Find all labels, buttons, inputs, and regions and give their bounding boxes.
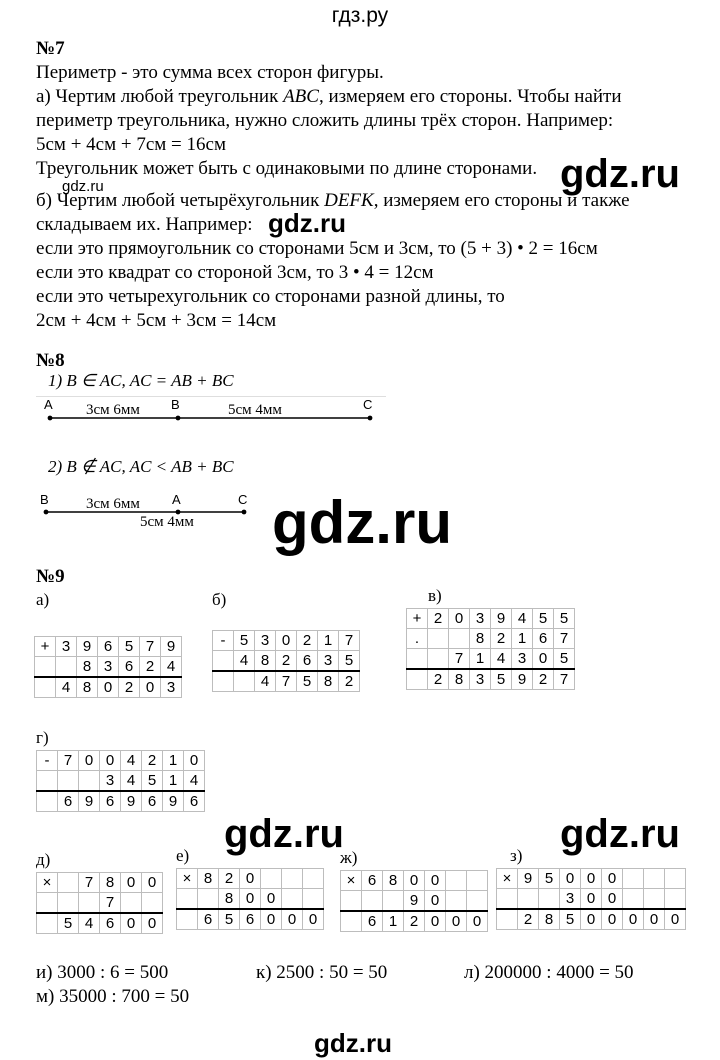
operator-cell: + bbox=[407, 609, 428, 629]
operator-cell bbox=[407, 669, 428, 690]
column-calc-d bbox=[36, 872, 163, 934]
digit-cell: 8 bbox=[318, 671, 339, 692]
digit-cell: 4 bbox=[184, 771, 205, 792]
digit-cell: 0 bbox=[303, 909, 324, 930]
operator-cell bbox=[37, 791, 58, 812]
case-2-formula: 2) B ∉ AC, AC < AB + BC bbox=[48, 457, 234, 476]
digit-cell: 6 bbox=[98, 637, 119, 657]
digit-cell: 0 bbox=[533, 649, 554, 670]
point-label: C bbox=[238, 492, 248, 507]
digit-cell: 0 bbox=[623, 909, 644, 930]
task-8-title: №8 bbox=[36, 350, 65, 371]
digit-cell: 2 bbox=[297, 631, 318, 651]
calc-row bbox=[407, 649, 575, 670]
digit-cell: 4 bbox=[121, 751, 142, 771]
text-line: 2см + 4см + 5см + 3см = 14см bbox=[36, 310, 277, 331]
digit-cell: 2 bbox=[491, 629, 512, 649]
digit-cell bbox=[446, 891, 467, 912]
digit-cell: 8 bbox=[470, 629, 491, 649]
digit-cell: 2 bbox=[119, 677, 140, 698]
digit-cell: 3 bbox=[470, 609, 491, 629]
text-line: Треугольник может быть с одинаковыми по длине сторонами. bbox=[36, 158, 538, 179]
point-label: B bbox=[171, 397, 180, 412]
digit-cell: 3 bbox=[100, 771, 121, 792]
point-c bbox=[242, 510, 247, 515]
division-line: и) 3000 : 6 = 500 bbox=[36, 962, 169, 983]
digit-cell: 8 bbox=[449, 669, 470, 690]
digit-cell: 5 bbox=[58, 913, 79, 934]
digit-cell: 0 bbox=[100, 751, 121, 771]
operator-cell bbox=[407, 649, 428, 670]
text-line: периметр треугольника, нужно сложить длины трёх сторон. Например: bbox=[36, 110, 614, 131]
digit-cell bbox=[644, 889, 665, 910]
digit-cell bbox=[623, 889, 644, 910]
digit-cell: 2 bbox=[428, 609, 449, 629]
digit-cell: 7 bbox=[554, 669, 575, 690]
digit-cell: 0 bbox=[425, 911, 446, 932]
calc-row bbox=[35, 637, 182, 657]
digit-cell bbox=[467, 871, 488, 891]
digit-cell: 9 bbox=[163, 791, 184, 812]
digit-cell bbox=[58, 873, 79, 893]
operator-cell bbox=[213, 651, 234, 672]
digit-cell: 1 bbox=[163, 751, 184, 771]
operator-cell bbox=[177, 909, 198, 930]
digit-cell: 8 bbox=[383, 871, 404, 891]
digit-cell: 8 bbox=[539, 909, 560, 930]
digit-cell bbox=[383, 891, 404, 912]
digit-cell bbox=[58, 771, 79, 792]
digit-cell: 0 bbox=[79, 751, 100, 771]
calc-row bbox=[37, 873, 163, 893]
text-line: если это четырехугольник со сторонами разной длины, то bbox=[36, 286, 505, 307]
digit-cell: 5 bbox=[560, 909, 581, 930]
digit-cell: 6 bbox=[100, 913, 121, 934]
calc-row bbox=[37, 771, 205, 792]
digit-cell bbox=[121, 893, 142, 914]
digit-cell: 3 bbox=[560, 889, 581, 910]
digit-cell: 0 bbox=[581, 889, 602, 910]
calc-row bbox=[35, 657, 182, 678]
operator-cell: × bbox=[497, 869, 518, 889]
digit-cell: 0 bbox=[404, 871, 425, 891]
digit-cell: 0 bbox=[425, 891, 446, 912]
digit-cell: 0 bbox=[602, 909, 623, 930]
digit-cell bbox=[303, 889, 324, 910]
digit-cell: 5 bbox=[142, 771, 163, 792]
digit-cell bbox=[261, 869, 282, 889]
digit-cell: 4 bbox=[79, 913, 100, 934]
digit-cell: 6 bbox=[184, 791, 205, 812]
digit-cell: 9 bbox=[491, 609, 512, 629]
calc-row bbox=[407, 629, 575, 649]
digit-cell: 0 bbox=[644, 909, 665, 930]
digit-cell: 7 bbox=[140, 637, 161, 657]
quadrilateral-name: DEFK bbox=[324, 190, 374, 211]
digit-cell: 2 bbox=[533, 669, 554, 690]
digit-cell: 8 bbox=[77, 677, 98, 698]
digit-cell: 1 bbox=[383, 911, 404, 932]
digit-cell: 2 bbox=[339, 671, 360, 692]
digit-cell bbox=[449, 629, 470, 649]
digit-cell: 5 bbox=[339, 651, 360, 672]
digit-cell bbox=[282, 869, 303, 889]
digit-cell: 0 bbox=[240, 889, 261, 910]
digit-cell: 4 bbox=[56, 677, 77, 698]
digit-cell: 0 bbox=[446, 911, 467, 932]
digit-cell: 3 bbox=[255, 631, 276, 651]
calc-row bbox=[213, 651, 360, 672]
digit-cell: 5 bbox=[234, 631, 255, 651]
digit-cell bbox=[58, 893, 79, 914]
digit-cell: 0 bbox=[425, 871, 446, 891]
digit-cell: 2 bbox=[219, 869, 240, 889]
digit-cell bbox=[303, 869, 324, 889]
point-c bbox=[368, 416, 373, 421]
digit-cell: 9 bbox=[161, 637, 182, 657]
digit-cell: 0 bbox=[282, 909, 303, 930]
column-calc-v bbox=[406, 608, 575, 690]
calc-row bbox=[213, 671, 360, 692]
digit-cell: 3 bbox=[98, 657, 119, 678]
digit-cell bbox=[142, 893, 163, 914]
point-label: A bbox=[44, 397, 53, 412]
digit-cell: 6 bbox=[362, 871, 383, 891]
digit-cell: 0 bbox=[121, 913, 142, 934]
digit-cell: 0 bbox=[560, 869, 581, 889]
digit-cell: 3 bbox=[470, 669, 491, 690]
digit-cell: 0 bbox=[449, 609, 470, 629]
digit-cell: 9 bbox=[79, 791, 100, 812]
operator-cell bbox=[177, 889, 198, 910]
digit-cell: 6 bbox=[198, 909, 219, 930]
length-label: 5см 4мм bbox=[140, 514, 194, 530]
calc-row bbox=[37, 751, 205, 771]
digit-cell: 1 bbox=[470, 649, 491, 670]
text-line: Периметр - это сумма всех сторон фигуры. bbox=[36, 62, 384, 83]
digit-cell: 5 bbox=[533, 609, 554, 629]
digit-cell: 0 bbox=[121, 873, 142, 893]
digit-cell: 7 bbox=[554, 629, 575, 649]
digit-cell: 1 bbox=[512, 629, 533, 649]
calc-row bbox=[341, 891, 488, 912]
digit-cell: 9 bbox=[77, 637, 98, 657]
digit-cell: 4 bbox=[234, 651, 255, 672]
digit-cell: 7 bbox=[100, 893, 121, 914]
digit-cell: 6 bbox=[297, 651, 318, 672]
text-line: 5см + 4см + 7см = 16см bbox=[36, 134, 226, 155]
digit-cell: 0 bbox=[602, 889, 623, 910]
digit-cell: 2 bbox=[276, 651, 297, 672]
digit-cell: 5 bbox=[554, 649, 575, 670]
digit-cell: 4 bbox=[255, 671, 276, 692]
operator-cell: × bbox=[341, 871, 362, 891]
division-line: к) 2500 : 50 = 50 bbox=[256, 962, 388, 983]
text-line: складываем их. Например: bbox=[36, 214, 253, 235]
operator-cell bbox=[341, 891, 362, 912]
digit-cell: 0 bbox=[581, 909, 602, 930]
digit-cell: 6 bbox=[533, 629, 554, 649]
digit-cell bbox=[198, 889, 219, 910]
digit-cell: 2 bbox=[518, 909, 539, 930]
calc-row bbox=[177, 889, 324, 910]
digit-cell: 9 bbox=[121, 791, 142, 812]
digit-cell bbox=[56, 657, 77, 678]
digit-cell: 8 bbox=[100, 873, 121, 893]
calc-row bbox=[407, 669, 575, 690]
digit-cell: 0 bbox=[184, 751, 205, 771]
watermark: gdz.ru bbox=[560, 152, 680, 196]
triangle-name: ABC bbox=[283, 86, 319, 107]
length-label: 3см 6мм bbox=[86, 402, 140, 418]
digit-cell: 7 bbox=[58, 751, 79, 771]
digit-cell: 8 bbox=[255, 651, 276, 672]
item-label: в) bbox=[428, 586, 442, 605]
watermark: gdz.ru bbox=[272, 489, 452, 556]
digit-cell: 0 bbox=[261, 909, 282, 930]
item-label: ж) bbox=[340, 848, 358, 867]
operator-cell: × bbox=[37, 873, 58, 893]
digit-cell: 2 bbox=[140, 657, 161, 678]
calc-row bbox=[341, 871, 488, 891]
digit-cell bbox=[623, 869, 644, 889]
digit-cell: 0 bbox=[276, 631, 297, 651]
text-line: если это квадрат со стороной 3см, то 3 • 4 = 12см bbox=[36, 262, 434, 283]
point-b bbox=[176, 416, 181, 421]
digit-cell bbox=[282, 889, 303, 910]
operator-cell bbox=[35, 677, 56, 698]
division-line: л) 200000 : 4000 = 50 bbox=[464, 962, 634, 983]
operator-cell bbox=[497, 889, 518, 910]
digit-cell: 0 bbox=[467, 911, 488, 932]
operator-cell bbox=[35, 657, 56, 678]
calc-row bbox=[407, 609, 575, 629]
operator-cell: - bbox=[37, 751, 58, 771]
digit-cell: 6 bbox=[119, 657, 140, 678]
calc-row bbox=[177, 909, 324, 930]
watermark: gdz.ru bbox=[314, 1028, 392, 1058]
digit-cell: 6 bbox=[58, 791, 79, 812]
watermark: gdz.ru bbox=[224, 812, 344, 856]
operator-cell: + bbox=[35, 637, 56, 657]
operator-cell bbox=[497, 909, 518, 930]
item-label: б) bbox=[212, 590, 227, 609]
calc-row bbox=[497, 909, 686, 930]
watermark: gdz.ru bbox=[62, 178, 104, 195]
site-title: гдз.ру bbox=[331, 4, 389, 27]
item-label: е) bbox=[176, 846, 190, 865]
digit-cell: 1 bbox=[318, 631, 339, 651]
operator-cell bbox=[213, 671, 234, 692]
digit-cell: 0 bbox=[261, 889, 282, 910]
digit-cell: 4 bbox=[491, 649, 512, 670]
digit-cell: 9 bbox=[512, 669, 533, 690]
digit-cell bbox=[446, 871, 467, 891]
digit-cell bbox=[79, 771, 100, 792]
watermark: gdz.ru bbox=[560, 812, 680, 856]
text-line: а) Чертим любой треугольник ABC, измеряем его стороны. Чтобы найти bbox=[36, 86, 622, 107]
watermark: gdz.ru bbox=[268, 208, 346, 238]
digit-cell: 3 bbox=[56, 637, 77, 657]
calc-row bbox=[37, 893, 163, 914]
digit-cell: 0 bbox=[98, 677, 119, 698]
calc-row bbox=[35, 677, 182, 698]
point-label: A bbox=[172, 492, 181, 507]
digit-cell: 5 bbox=[219, 909, 240, 930]
digit-cell: 9 bbox=[404, 891, 425, 912]
column-calc-a bbox=[34, 636, 182, 698]
digit-cell: 6 bbox=[240, 909, 261, 930]
digit-cell: 5 bbox=[554, 609, 575, 629]
digit-cell: 3 bbox=[512, 649, 533, 670]
task-9-title: №9 bbox=[36, 566, 65, 587]
digit-cell bbox=[665, 889, 686, 910]
digit-cell: 0 bbox=[665, 909, 686, 930]
digit-cell: 2 bbox=[404, 911, 425, 932]
digit-cell: 3 bbox=[318, 651, 339, 672]
digit-cell: 0 bbox=[142, 913, 163, 934]
digit-cell: 4 bbox=[512, 609, 533, 629]
digit-cell bbox=[467, 891, 488, 912]
digit-cell: 0 bbox=[581, 869, 602, 889]
point-a bbox=[48, 416, 53, 421]
digit-cell bbox=[79, 893, 100, 914]
digit-cell: 7 bbox=[276, 671, 297, 692]
column-calc-g bbox=[36, 750, 205, 812]
digit-cell: 4 bbox=[161, 657, 182, 678]
digit-cell: 2 bbox=[142, 751, 163, 771]
digit-cell bbox=[234, 671, 255, 692]
length-label: 3см 6мм bbox=[86, 496, 140, 512]
item-label: д) bbox=[36, 850, 51, 869]
point-b bbox=[44, 510, 49, 515]
calc-row bbox=[497, 889, 686, 910]
operator-cell bbox=[37, 913, 58, 934]
task-7-title: №7 bbox=[36, 38, 65, 59]
division-line: м) 35000 : 700 = 50 bbox=[36, 986, 190, 1007]
column-calc-zh bbox=[340, 870, 488, 932]
text-line: б) Чертим любой четырёхугольник DEFK, измеряем его стороны и также bbox=[36, 190, 630, 211]
operator-cell bbox=[37, 771, 58, 792]
calc-row bbox=[213, 631, 360, 651]
calc-row bbox=[37, 913, 163, 934]
item-label: г) bbox=[36, 728, 49, 747]
digit-cell: 6 bbox=[100, 791, 121, 812]
digit-cell bbox=[539, 889, 560, 910]
digit-cell bbox=[428, 649, 449, 670]
operator-cell: - bbox=[213, 631, 234, 651]
column-calc-e bbox=[176, 868, 324, 930]
digit-cell: 5 bbox=[119, 637, 140, 657]
digit-cell: 6 bbox=[142, 791, 163, 812]
calc-row bbox=[341, 911, 488, 932]
digit-cell: 5 bbox=[539, 869, 560, 889]
digit-cell: 5 bbox=[491, 669, 512, 690]
column-calc-b bbox=[212, 630, 360, 692]
digit-cell: 8 bbox=[219, 889, 240, 910]
text-line: если это прямоугольник со сторонами 5см и 3см, то (5 + 3) • 2 = 16см bbox=[36, 238, 598, 259]
digit-cell: 1 bbox=[163, 771, 184, 792]
calc-row bbox=[177, 869, 324, 889]
operator-cell: × bbox=[177, 869, 198, 889]
digit-cell: 7 bbox=[339, 631, 360, 651]
operator-cell bbox=[37, 893, 58, 914]
item-label: з) bbox=[510, 846, 523, 865]
operator-cell: . bbox=[407, 629, 428, 649]
item-label: а) bbox=[36, 590, 50, 609]
digit-cell: 5 bbox=[297, 671, 318, 692]
digit-cell: 7 bbox=[79, 873, 100, 893]
digit-cell: 8 bbox=[77, 657, 98, 678]
digit-cell: 0 bbox=[142, 873, 163, 893]
point-label: B bbox=[40, 492, 49, 507]
column-calc-z bbox=[496, 868, 686, 930]
digit-cell: 4 bbox=[121, 771, 142, 792]
digit-cell bbox=[362, 891, 383, 912]
digit-cell bbox=[665, 869, 686, 889]
point-label: C bbox=[363, 397, 373, 412]
digit-cell: 7 bbox=[449, 649, 470, 670]
digit-cell: 8 bbox=[198, 869, 219, 889]
case-1-formula: 1) B ∈ AC, AC = AB + BC bbox=[48, 371, 234, 390]
digit-cell: 3 bbox=[161, 677, 182, 698]
length-label: 5см 4мм bbox=[228, 402, 282, 418]
operator-cell bbox=[341, 911, 362, 932]
digit-cell bbox=[428, 629, 449, 649]
digit-cell: 2 bbox=[428, 669, 449, 690]
digit-cell bbox=[518, 889, 539, 910]
digit-cell: 0 bbox=[140, 677, 161, 698]
digit-cell: 9 bbox=[518, 869, 539, 889]
digit-cell bbox=[644, 869, 665, 889]
digit-cell: 6 bbox=[362, 911, 383, 932]
calc-row bbox=[497, 869, 686, 889]
calc-row bbox=[37, 791, 205, 812]
digit-cell: 0 bbox=[602, 869, 623, 889]
digit-cell: 0 bbox=[240, 869, 261, 889]
